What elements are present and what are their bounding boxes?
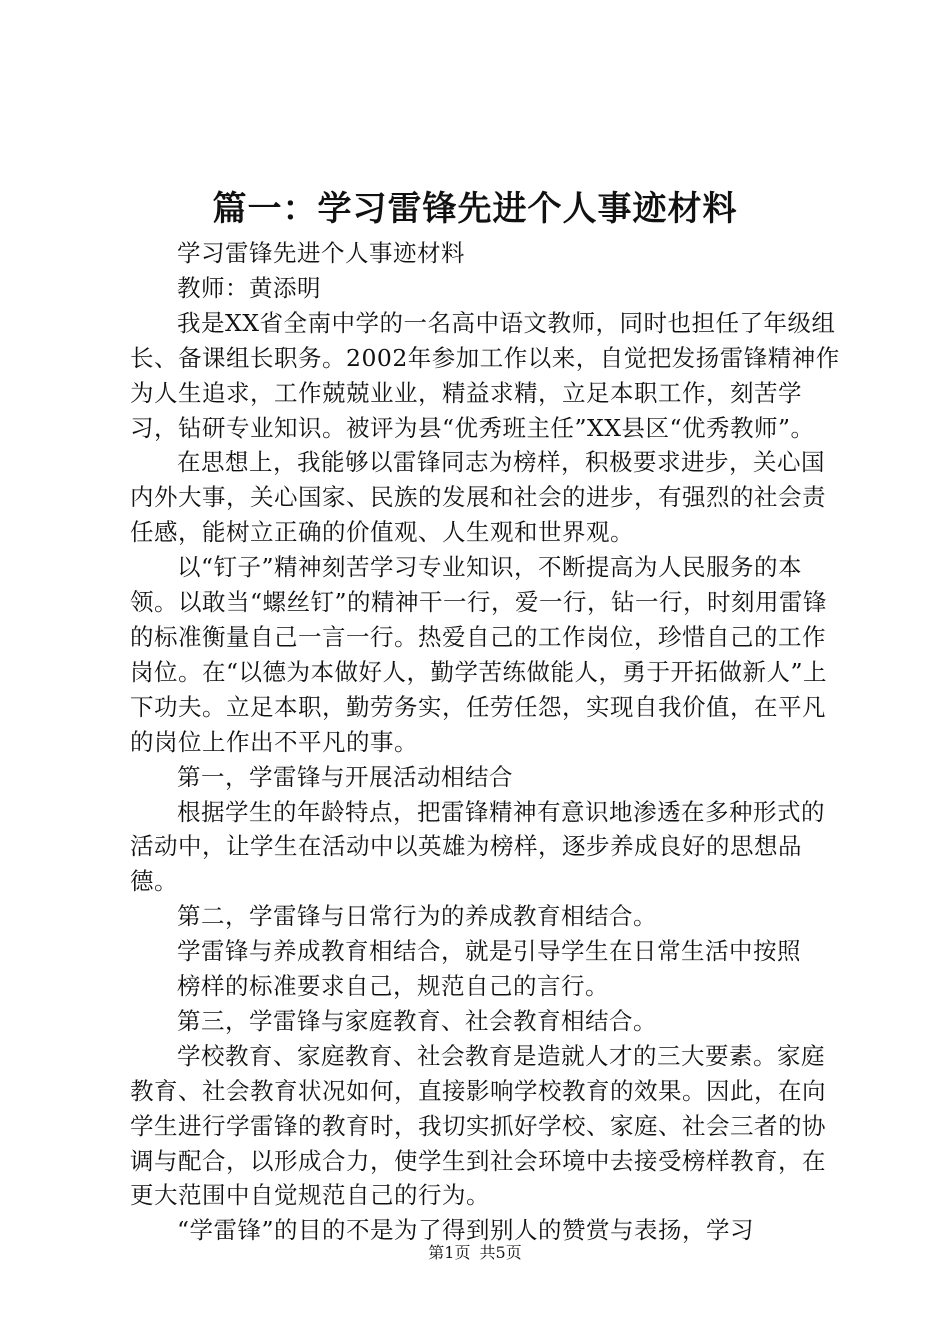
- paragraph: 学校教育、家庭教育、社会教育是造就人才的三大要素。家庭教育、社会教育状况如何，直接影响学校教育的效果。因此，在向学生进行学雷锋的教育时，我切实抓好学校、家庭、社会三者的协调与配合，以形成合力，使学生到社会环境中去接受榜样教育，在更大范围中自觉规范自己的行为。: [130, 1041, 826, 1210]
- paragraph: 学雷锋与养成教育相结合，就是引导学生在日常生活中按照: [177, 937, 801, 966]
- section-heading: 第二，学雷锋与日常行为的养成教育相结合。: [177, 902, 657, 931]
- paragraph: 根据学生的年龄特点，把雷锋精神有意识地渗透在多种形式的活动中，让学生在活动中以英雄为榜样，逐步养成良好的思想品德。: [130, 797, 825, 896]
- paragraph: 以“钉子”精神刻苦学习专业知识，不断提高为人民服务的本领。以敢当“螺丝钉”的精神干一行，爱一行，钻一行，时刻用雷锋的标准衡量自己一言一行。热爱自己的工作岗位，珍惜自己的工作岗位。在“以德为本做好人，勤学苦练做能人，勇于开拓做新人”上下功夫。立足本职，勤劳务实，任劳任怨，实现自我价值，在平凡的岗位上作出不平凡的事。: [130, 553, 828, 756]
- document-body: [130, 236, 845, 1248]
- paragraph-author: 教师：黄添明: [177, 273, 321, 302]
- page-number: 第1页: [428, 1243, 471, 1262]
- document-title: 篇一：学习雷锋先进个人事迹材料: [212, 189, 738, 229]
- page-footer: [0, 1242, 950, 1264]
- paragraph: 我是XX省全南中学的一名高中语文教师，同时也担任了年级组长、备课组长职务。2002年参加工作以来，自觉把发扬雷锋精神作为人生追求，工作兢兢业业，精益求精，立足本职工作，刻苦学习，钻研专业知识。被评为县“优秀班主任”XX县区“优秀教师”。: [130, 308, 840, 442]
- paragraph: 在思想上，我能够以雷锋同志为榜样，积极要求进步，关心国内外大事，关心国家、民族的发展和社会的进步，有强烈的社会责任感，能树立正确的价值观、人生观和世界观。: [130, 448, 826, 547]
- section-heading: 第一，学雷锋与开展活动相结合: [177, 762, 513, 791]
- paragraph: 榜样的标准要求自己，规范自己的言行。: [177, 972, 609, 1001]
- paragraph: “学雷锋”的目的不是为了得到别人的赞赏与表扬，学习: [177, 1216, 755, 1245]
- page-total: 共5页: [479, 1243, 522, 1262]
- section-heading: 第三，学雷锋与家庭教育、社会教育相结合。: [177, 1006, 657, 1035]
- paragraph-subtitle: 学习雷锋先进个人事迹材料: [177, 239, 465, 267]
